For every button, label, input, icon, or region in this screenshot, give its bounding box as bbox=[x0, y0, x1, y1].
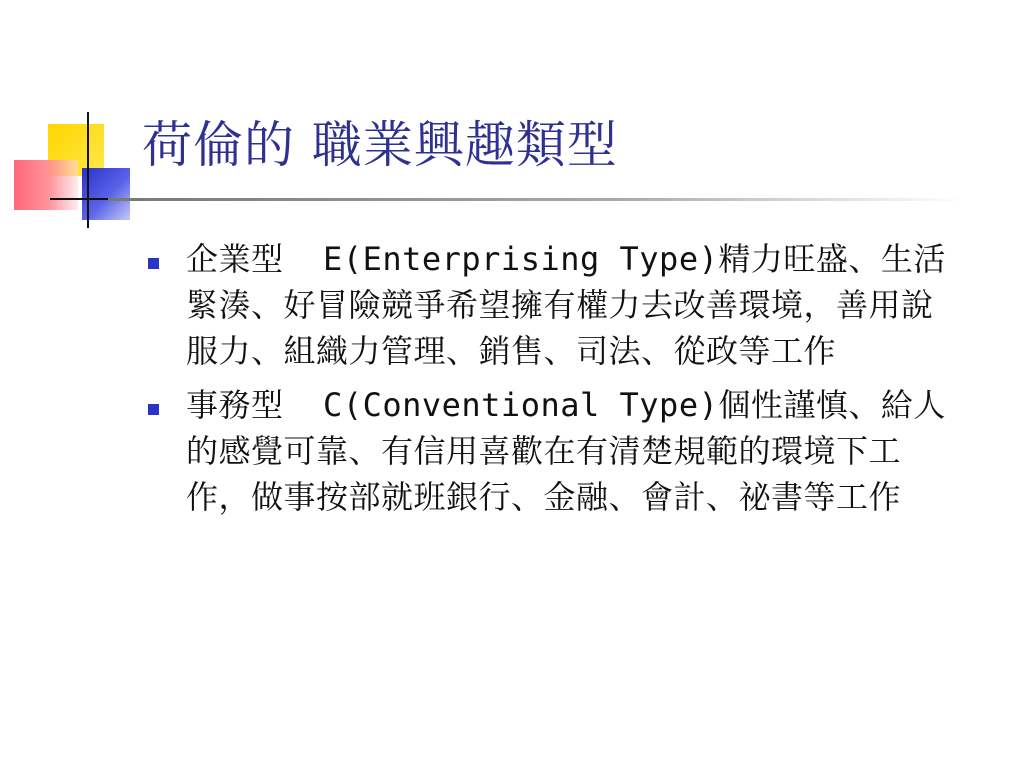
decorative-red-square bbox=[14, 160, 78, 210]
slide-title: 荷倫的 職業興趣類型 bbox=[142, 116, 618, 174]
square-bullet-icon bbox=[148, 258, 159, 269]
square-bullet-icon bbox=[148, 404, 159, 415]
bullet-item-conventional bbox=[140, 382, 960, 520]
bullet-text: 企業型 E(Enterprising Type)精力旺盛、生活緊湊、好冒險競爭希望擁有權力去改善環境，善用說服力、組織力管理、銷售、司法、從政等工作 bbox=[186, 240, 946, 370]
bullet-list bbox=[140, 236, 960, 528]
bullet-item-enterprising bbox=[140, 236, 960, 374]
title-underline-rule bbox=[108, 198, 966, 201]
decorative-blue-square bbox=[82, 168, 130, 220]
decorative-vertical-line bbox=[87, 112, 89, 228]
bullet-text: 事務型 C(Conventional Type)個性謹慎、給人的感覺可靠、有信用喜歡在有清楚規範的環境下工作，做事按部就班銀行、金融、會計、祕書等工作 bbox=[186, 386, 946, 516]
